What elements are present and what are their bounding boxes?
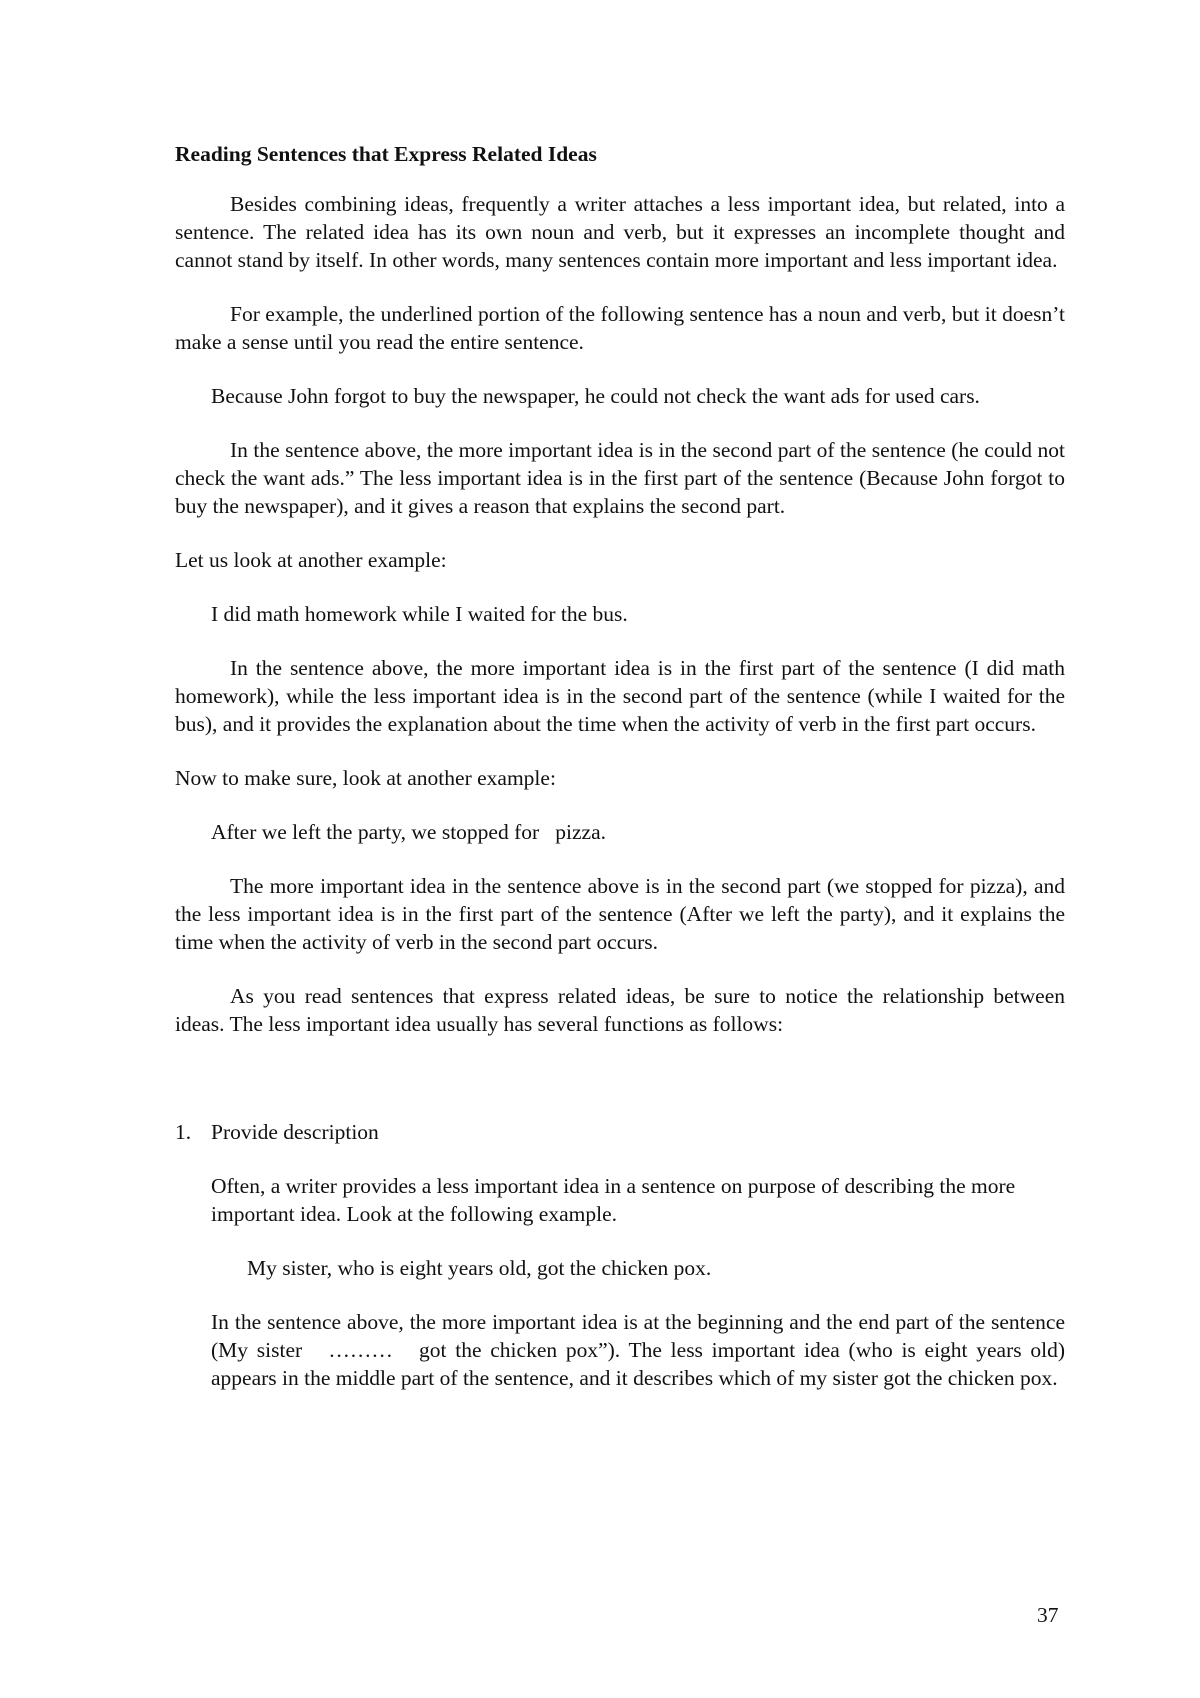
list-intro: Often, a writer provides a less important idea in a sentence on purpose of describing the more important idea. Look at the following example. <box>211 1174 1016 1226</box>
list-item-provide-description <box>175 1118 1065 1146</box>
example-sentence-1: Because John forgot to buy the newspaper, he could not check the want ads for used cars. <box>211 384 980 408</box>
list-explanation: In the sentence above, the more important idea is at the beginning and the end part of the sentence (My sister ……… got the chicken pox”). The less important idea (who is eight years old) appears in the middle part of the sentence, and it describes which of my sister got the chicken pox. <box>211 1310 1071 1390</box>
paragraph-explanation-1: In the sentence above, the more important idea is in the second part of the sentence (he could not check the want ads.” The less important idea is in the first part of the sentence (Because John forgot to buy the newspaper), and it gives a reason that explains the second part. <box>175 438 1065 518</box>
paragraph-explanation-3: The more important idea in the sentence above is in the second part (we stopped for pizza), and the less important idea is in the first part of the sentence (After we left the party), and it explains the time when the activity of verb in the second part occurs. <box>175 874 1065 954</box>
spacer <box>175 1064 1065 1118</box>
paragraph-explanation-2: In the sentence above, the more important idea is in the first part of the sentence (I did math homework), while the less important idea is in the second part of the sentence (while I waited for the bus), and it provides the explanation about the time when the activity of verb in the first part occurs. <box>175 656 1065 736</box>
example-sentence-2: I did math homework while I waited for the bus. <box>211 602 628 626</box>
document-page <box>175 140 1071 1418</box>
paragraph-intro: Besides combining ideas, frequently a writer attaches a less important idea, but related, into a sentence. The related idea has its own noun and verb, but it expresses an incomplete thought and cannot stand by itself. In other words, many sentences contain more important and less important idea. <box>175 192 1065 272</box>
list-example-sentence: My sister, who is eight years old, got the chicken pox. <box>247 1256 712 1280</box>
list-item-body <box>211 1172 1071 1392</box>
paragraph-functions-intro: As you read sentences that express related ideas, be sure to notice the relationship between ideas. The less important idea usually has several functions as follows: <box>175 984 1065 1036</box>
list-number: 1. <box>175 1120 192 1144</box>
paragraph-another-example: Let us look at another example: <box>175 548 447 572</box>
list-heading: Provide description <box>211 1120 379 1144</box>
paragraph-make-sure: Now to make sure, look at another example: <box>175 766 556 790</box>
paragraph-example-lead: For example, the underlined portion of the following sentence has a noun and verb, but it doesn’t make a sense until you read the entire sentence. <box>175 302 1065 354</box>
page-number: 37 <box>1037 1603 1059 1627</box>
section-title: Reading Sentences that Express Related Ideas <box>175 142 597 166</box>
example-sentence-3: After we left the party, we stopped for pizza. <box>211 820 606 844</box>
